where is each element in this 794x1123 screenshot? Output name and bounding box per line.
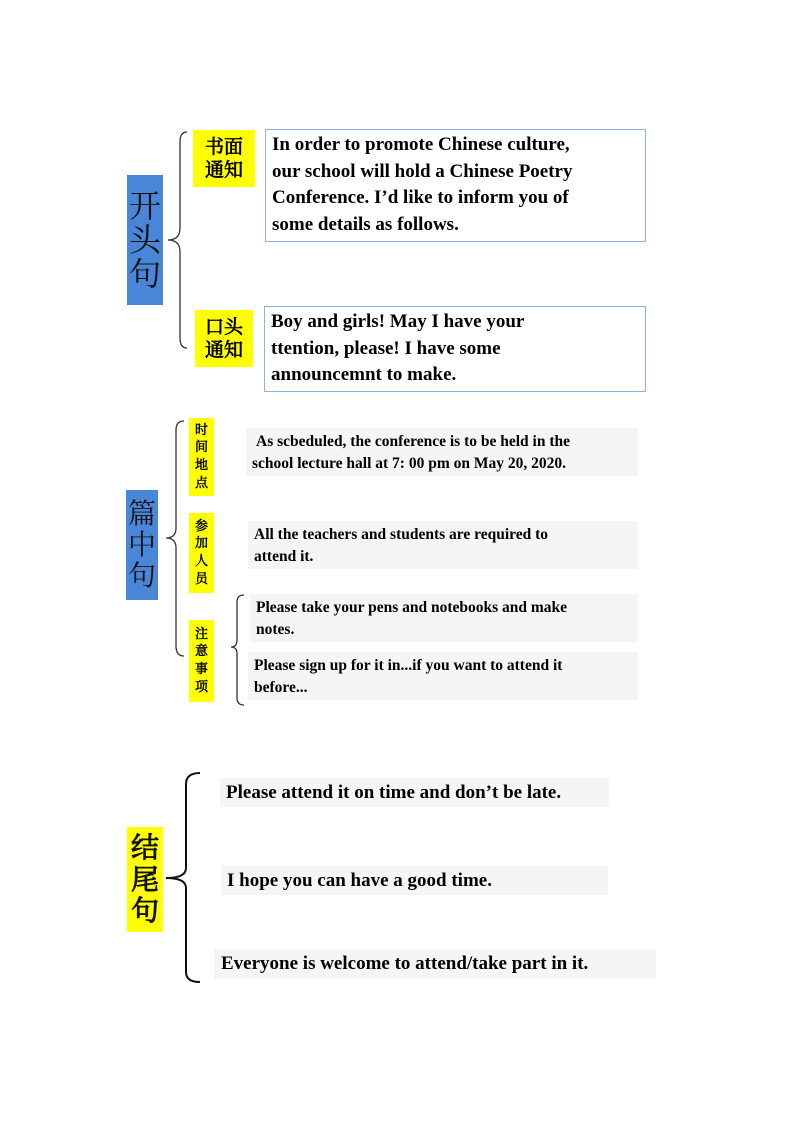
body-char: 中 bbox=[127, 528, 156, 561]
notes-tag: 注 意 事 项 bbox=[189, 620, 214, 702]
written-notice-tag: 书面 通知 bbox=[193, 130, 255, 187]
opening-char: 开 bbox=[128, 187, 161, 225]
body-bracket bbox=[160, 418, 190, 663]
body-char: 句 bbox=[127, 559, 156, 592]
body-category-label bbox=[126, 490, 158, 600]
ending-item-2: I hope you can have a good time. bbox=[221, 866, 608, 895]
oral-notice-text: Boy and girls! May I have your ttention, please! I have some announcemnt to make. bbox=[264, 306, 646, 392]
notes-item-2-text: Please sign up for it in...if you want to attend it before... bbox=[248, 652, 638, 700]
time-place-text: As scbeduled, the conference is to be held in the school lecture hall at 7: 00 pm on May 20, 2020. bbox=[246, 428, 638, 476]
body-char: 篇 bbox=[127, 497, 156, 530]
participants-text: All the teachers and students are required to attend it. bbox=[248, 521, 638, 569]
ending-char: 结 bbox=[130, 831, 159, 865]
notes-bracket bbox=[228, 592, 250, 712]
time-place-tag: 时 间 地 点 bbox=[189, 418, 214, 496]
oral-notice-tag: 口头 通知 bbox=[195, 310, 253, 367]
written-notice-text: In order to promote Chinese culture, our school will hold a Chinese Poetry Conference. I’d like to inform you of some details as follows. bbox=[265, 129, 646, 242]
ending-item-1: Please attend it on time and don’t be late. bbox=[220, 778, 609, 807]
participants-tag: 参 加 人 员 bbox=[189, 513, 214, 593]
ending-item-3: Everyone is welcome to attend/take part in it. bbox=[214, 949, 656, 979]
opening-category-label bbox=[127, 175, 163, 305]
ending-category-label bbox=[127, 827, 163, 932]
ending-char: 尾 bbox=[130, 862, 159, 896]
notes-item-1-text: Please take your pens and notebooks and make notes. bbox=[250, 594, 638, 642]
ending-char: 句 bbox=[130, 894, 159, 928]
opening-char: 句 bbox=[128, 255, 161, 293]
ending-bracket bbox=[162, 770, 202, 988]
opening-char: 头 bbox=[128, 221, 161, 259]
